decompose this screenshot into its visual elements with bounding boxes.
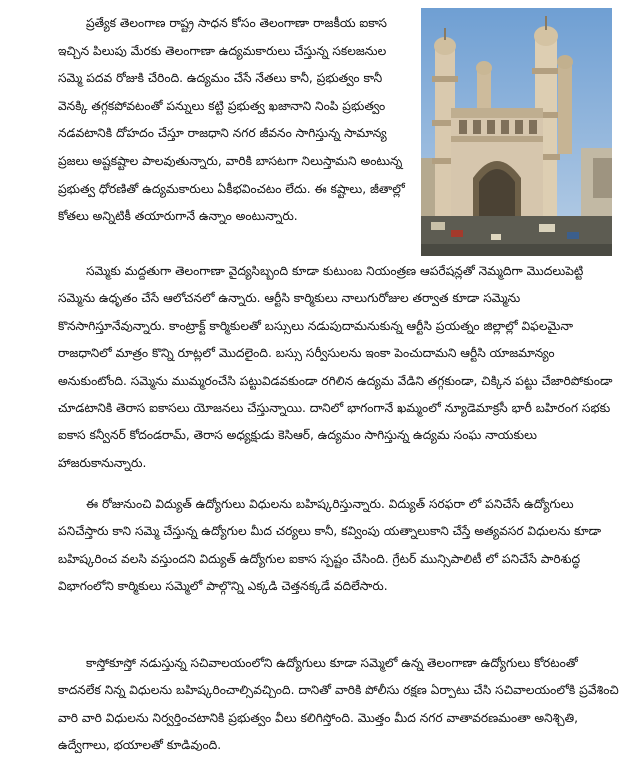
paragraph-text: ఈ రోజునుంచి విద్యుత్ ఉద్యోగులు విధులను బహిష్కరిస్తున్నారు. విద్యుత్ సరఫరా లో పనిచేసే ఉద్యోగులు పనిచేస్తారు కాని సమ్మె చేస్తున్న ఉద్యోగుల మీద చర్యలు కానీ, కవ్వింపు యత్నాలుకాని చేస్తే అత్యవసర విధులను కూడా బహిష్కరించ వలసి వస్తుందని విద్యుత్ ఉద్యోగుల ఐకాస స్పష్టం చేసింది. గ్రేటర్ మున్సిపాలిటీ లో పనిచేసే పారిశుద్ధ విభాగంలోని కార్మికులు సమ్మెలో పాల్గొన్ని ఎక్కడి చెత్తనక్కడే వదిలేసారు. [58, 497, 602, 594]
charminar-photo [421, 8, 612, 256]
article-paragraph-1 [58, 10, 408, 231]
article-paragraph-4 [58, 650, 624, 760]
paragraph-text: కాస్తోకూస్తో నడుస్తున్న సచివాలయంలోని ఉద్యోగులు కూడా సమ్మెలో ఉన్న తెలంగాణా ఉద్యోగులు కోరటంతో కాదనలేక నిన్న విధులను బహిష్కరించాల్సివచ్చింది. దానితో వారికి పోలీసు రక్షణ ఏర్పాటు చేసి సచివాలయంలోకి ప్రవేశించి వారి వారి విధులను నిర్వర్తించటానికి ప్రభుత్వం వీలు కలిగిస్తోంది. మొత్తం మీద నగర వాతావరణమంతా అనిశ్చితి, ఉద్వేగాలు, భయాలతో కూడివుంది. [58, 656, 619, 753]
article-paragraph-2 [58, 258, 624, 477]
charminar-illustration [421, 8, 612, 256]
paragraph-text: సమ్మెకు మద్దతుగా తెలంగాణా వైద్యసిబ్బంది కూడా కుటుంబ నియంత్రణ ఆపరేషన్లతో నెమ్మదిగా మొదలుపెట్టి సమ్మెను ఉధృతం చేసే ఆలోచనలో ఉన్నారు. ఆర్టీసి కార్మికులు నాలుగురోజుల తర్వాత కూడా సమ్మెను కొనసాగిస్తూనేవున్నారు. కాంట్రాక్ట్ కార్మికులతో బస్సులు నడుపుదామనుకున్న ఆర్టీసి ప్రయత్నం జిల్లాల్లో విఫలమైనా రాజధానిలో మాత్రం కొన్ని రూట్లలో మొదలైంది. బస్సు సర్వీసులను ఇంకా పెంచుదామని ఆర్టీసి యాజమాన్యం అనుకుంటోంది. సమ్మెను ముమ్మరంచేసి పట్టువిడవకుండా రగిలిన ఉద్యమ వేడిని తగ్గకుండా, చిక్కిన పట్టు చేజారిపోకుండా చూడటానికి తెరాస ఐకాసలు యోజనలు చేస్తున్నాయి. దానిలో భాగంగానే ఖమ్మంలో న్యూడెమాక్రసీ భారీ బహిరంగ సభకు ఐకాస కన్వీనర్ కోదండరామ్, తెరాస అధ్యక్షుడు కెసిఆర్, ఉద్యమం సాగిస్తున్న ఉద్యమ సంఘ నాయకులు హాజరుకానున్నారు. [58, 264, 613, 470]
article-paragraph-3 [58, 491, 624, 601]
paragraph-text: ప్రత్యేక తెలంగాణ రాష్ట్ర సాధన కోసం తెలంగాణా రాజకీయ ఐకాస ఇచ్చిన పిలుపు మేరకు తెలంగాణా ఉద్యమకారులు చేస్తున్న సకలజనుల సమ్మె పదవ రోజుకి చేరింది. ఉద్యమం చేసే నేతలు కానీ, ప్రభుత్వం కానీ వెనక్కి తగ్గకపోవటంతో పన్నులు కట్టి ప్రభుత్వ ఖజానాని నింపి ప్రభుత్వం నడవటానికి దోహదం చేస్తూ రాజధాని నగర జీవనం సాగిస్తున్న సామాన్య ప్రజలు అష్టకష్టాల పాలవుతున్నారు, వారికి బాసటగా నిలుస్తామని అంటున్న ప్రభుత్వ ధోరణితో ఉద్యమకారులు ఏకీభవించటం లేదు. ఈ కష్టాలు, జీతాల్లో కోతలు అన్నిటికీ తయారుగానే ఉన్నాం అంటున్నారు. [58, 16, 405, 224]
